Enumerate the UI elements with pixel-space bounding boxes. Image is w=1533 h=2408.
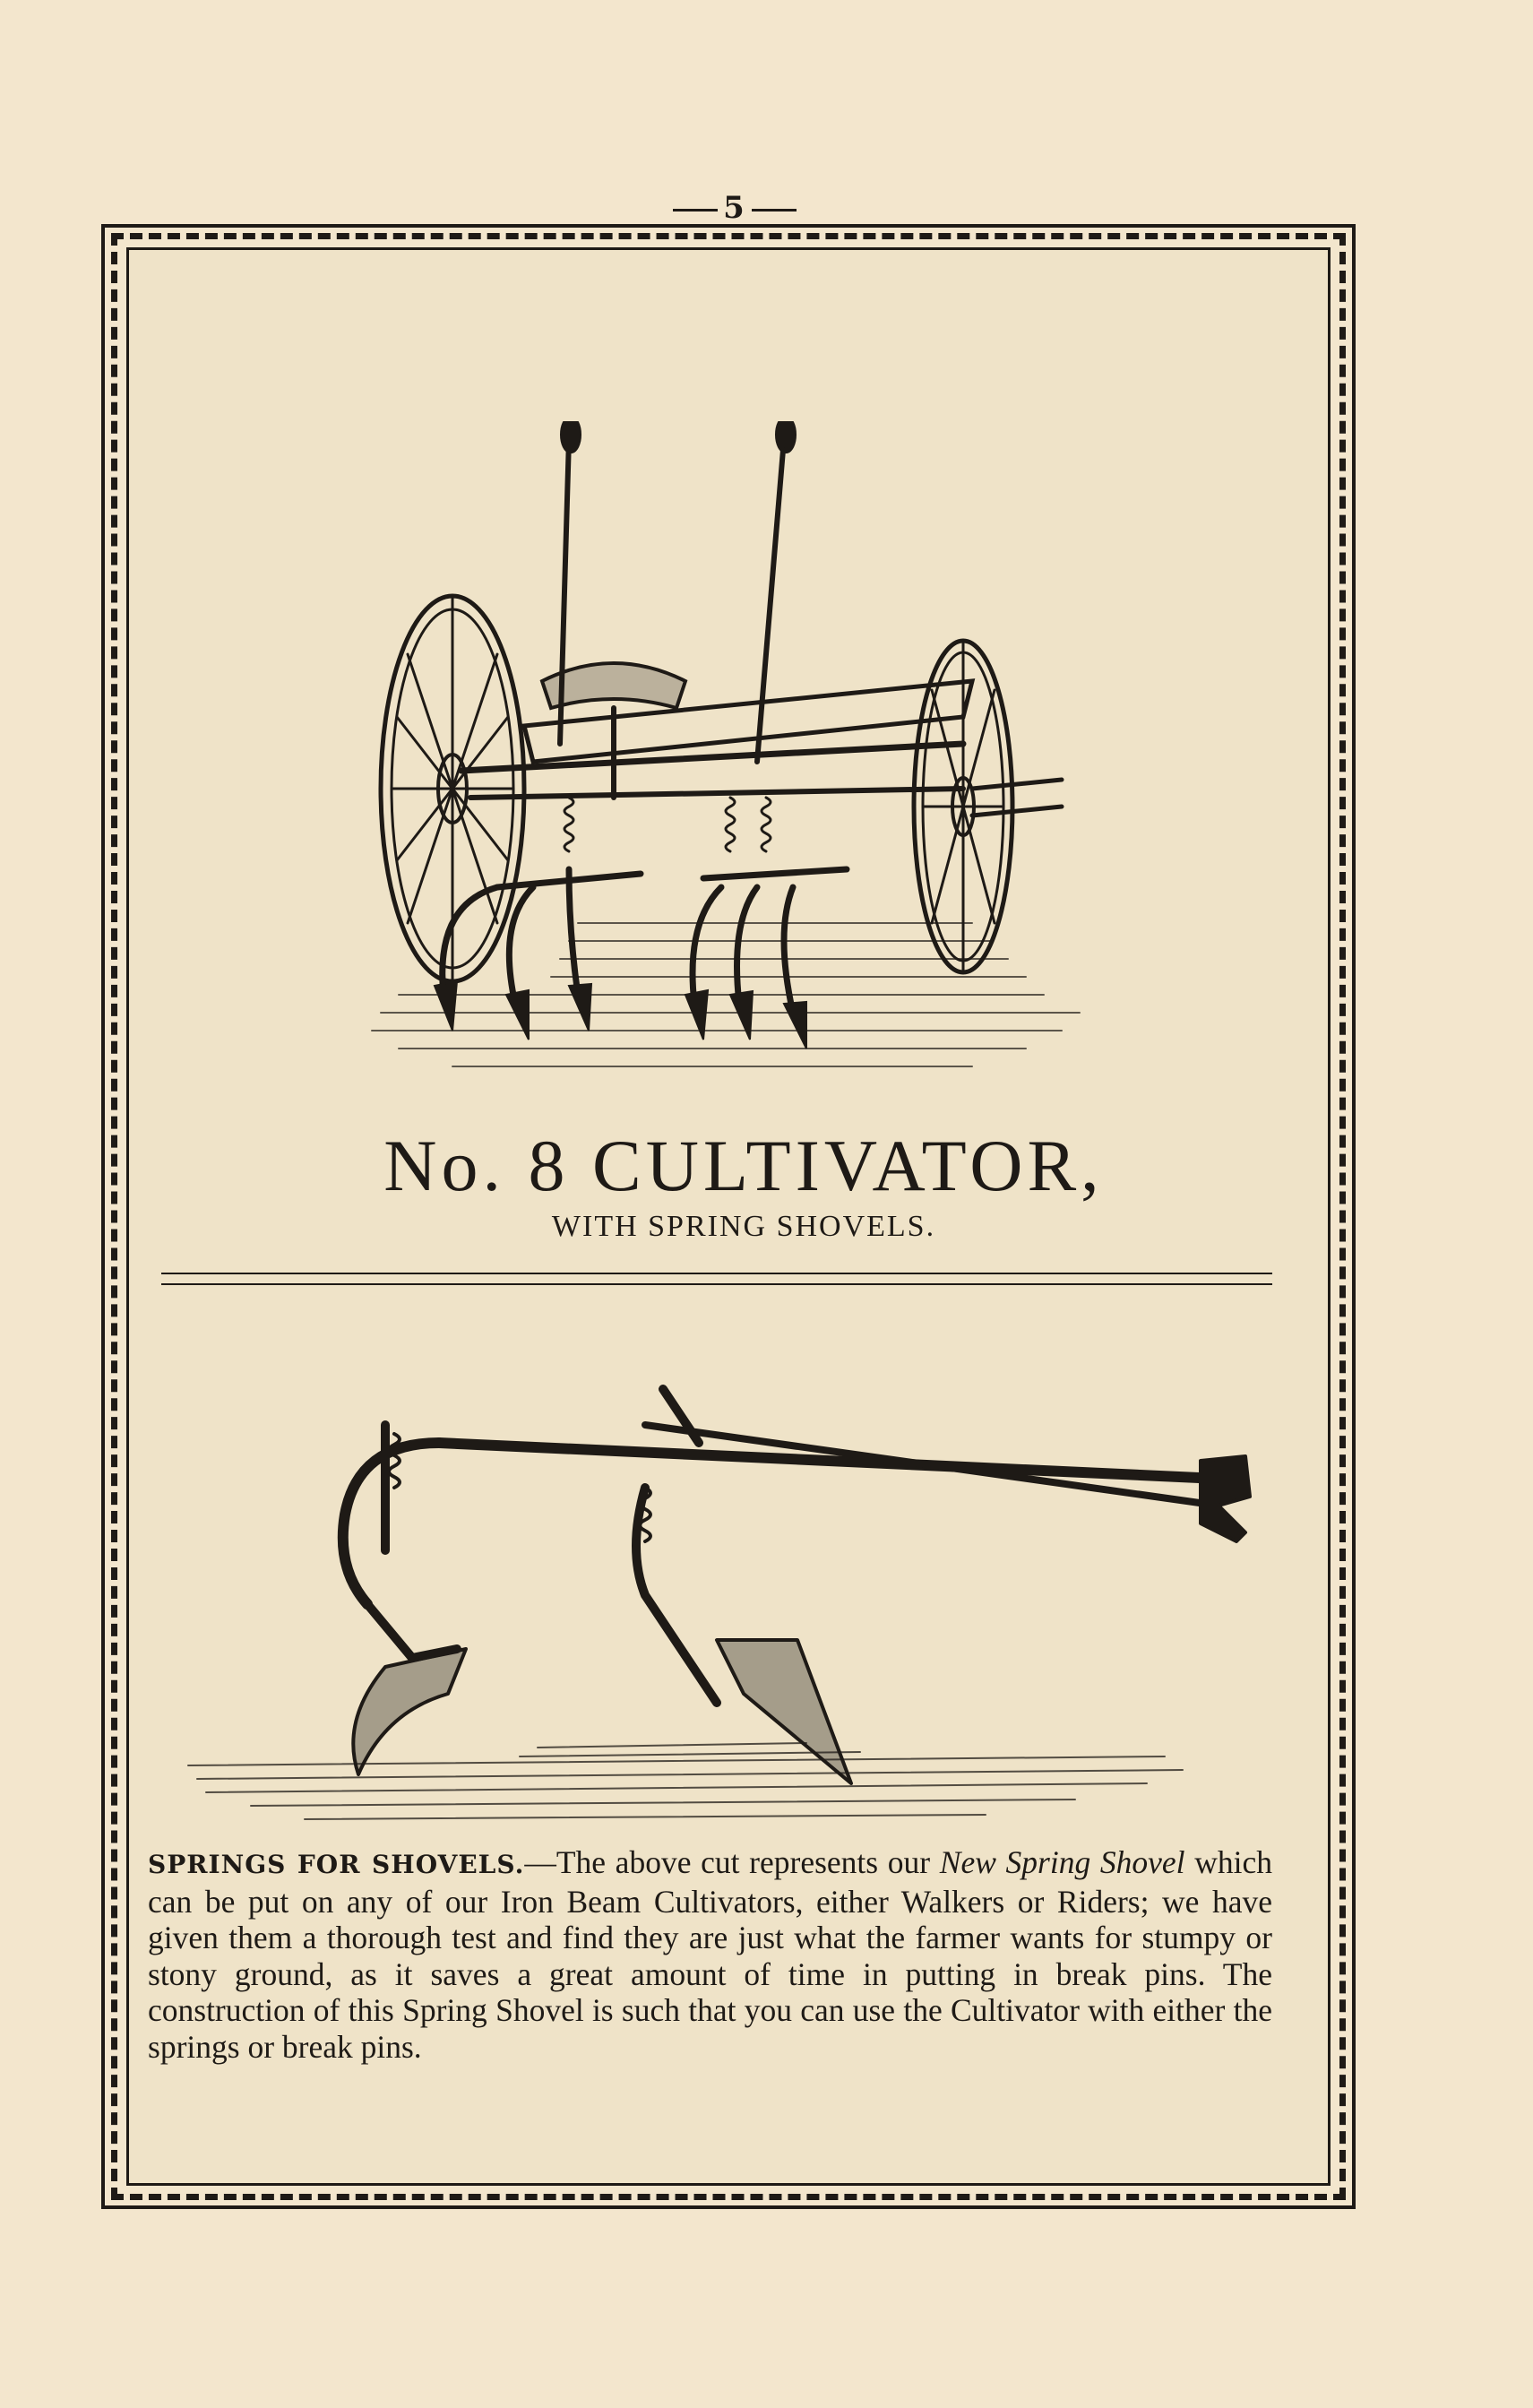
spring-shovel-illustration (179, 1371, 1254, 1846)
article-italic-term: New Spring Shovel (939, 1844, 1185, 1880)
front-shovel (353, 1649, 466, 1774)
divider-rule-top (161, 1273, 1272, 1274)
frame (461, 681, 972, 798)
cultivator-illustration (345, 421, 1133, 1102)
rear-shovel (717, 1640, 851, 1783)
ground-shading (372, 923, 1080, 1066)
ground-shading (188, 1743, 1183, 1819)
article-lead: SPRINGS FOR SHOVELS. (148, 1850, 525, 1879)
divider-rule-bottom (161, 1283, 1272, 1285)
article-text-rest: which can be put on any of our Iron Beam Cultivators, either Walkers or Riders; we have given them a thorough test and find they are just what the farmer wants for stumpy or stony ground, as it saves a great amount of time in putting in break pins. The construction of this Spring Shovel is such that you can use the Cultivator with either the springs or break pins. (148, 1844, 1272, 2065)
beam (343, 1425, 1250, 1604)
page-number: 5 (659, 190, 811, 226)
article-text-start: The above cut represents our (555, 1844, 940, 1880)
article-dash: — (524, 1844, 556, 1880)
right-wheel (914, 641, 1062, 972)
product-title: No. 8 CULTIVATOR, (383, 1125, 1104, 1206)
article-text (148, 1844, 1272, 2065)
springs (564, 798, 771, 851)
front-standard (367, 1425, 457, 1658)
product-subtitle: WITH SPRING SHOVELS. (551, 1210, 936, 1243)
